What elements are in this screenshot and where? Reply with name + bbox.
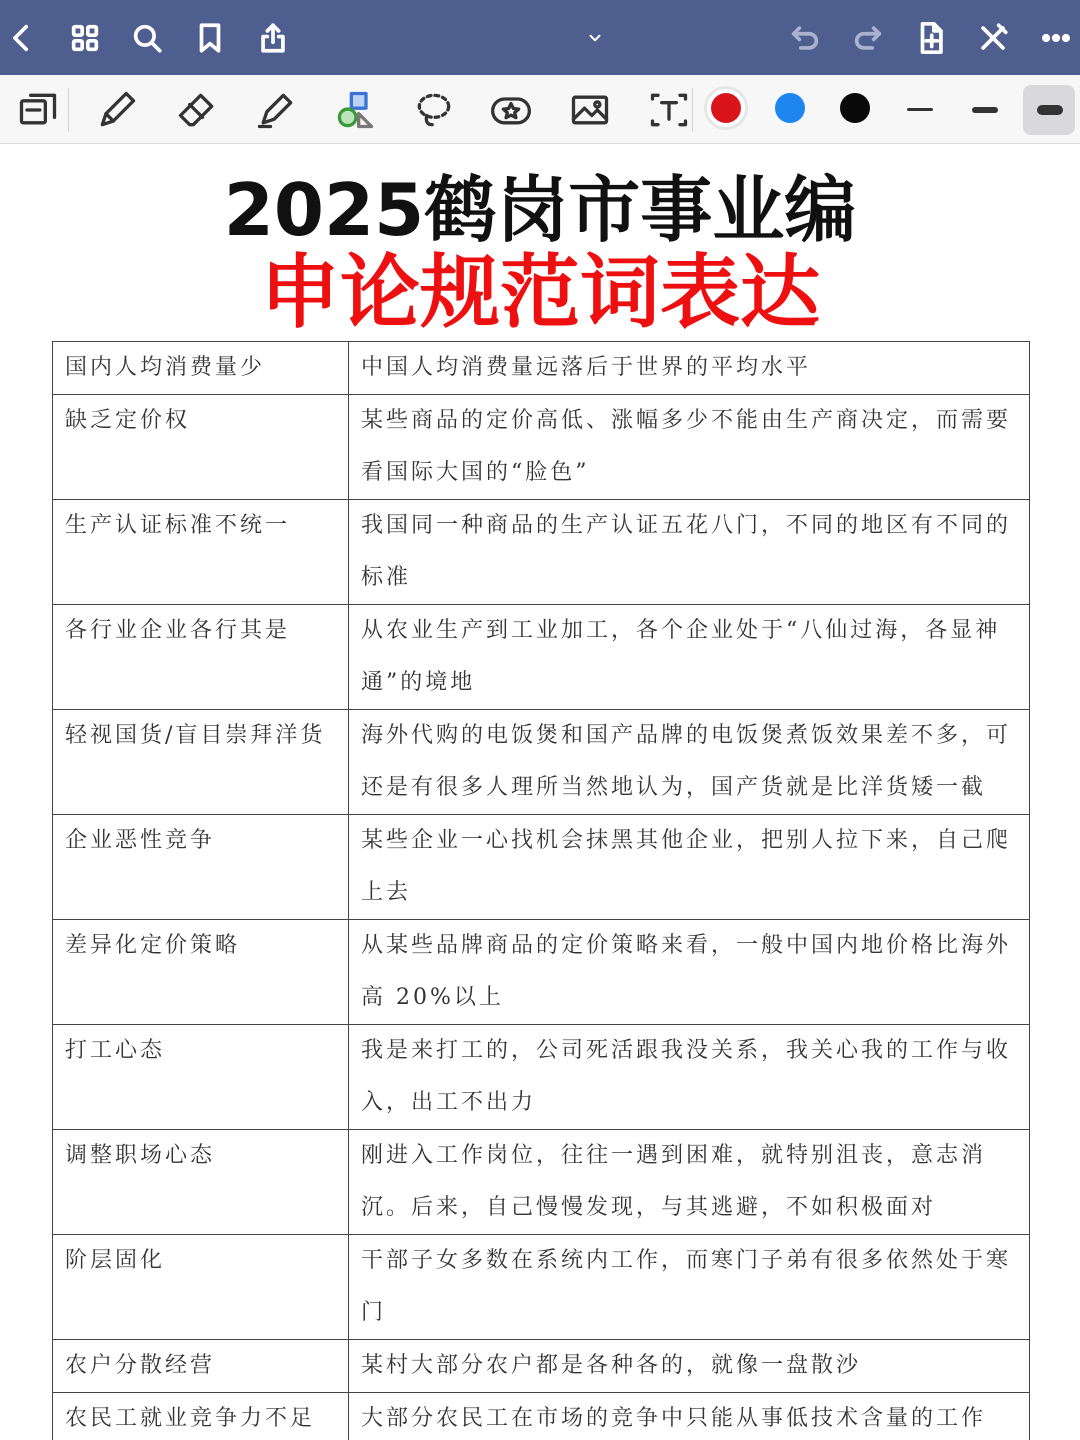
document-subtitle: 申论规范词表达 — [260, 246, 820, 339]
term-cell: 生产认证标准不统一 — [53, 500, 349, 605]
redo-icon[interactable] — [848, 18, 888, 58]
shapes-icon[interactable] — [330, 85, 380, 135]
table-row — [53, 920, 1030, 1025]
expression-cell: 我国同一种商品的生产认证五花八门，不同的地区有不同的标准 — [349, 500, 1030, 605]
table-row — [53, 1393, 1030, 1440]
term-cell: 国内人均消费量少 — [53, 342, 349, 395]
share-icon[interactable] — [253, 18, 293, 58]
grid-icon[interactable] — [65, 18, 105, 58]
toolbar-divider — [692, 88, 693, 132]
term-cell: 阶层固化 — [53, 1235, 349, 1340]
expression-cell: 干部子女多数在系统内工作，而寒门子弟有很多依然处于寒门 — [349, 1235, 1030, 1340]
page-view-icon[interactable] — [13, 85, 63, 135]
line-width-thick[interactable] — [1037, 105, 1063, 115]
sticker-icon[interactable] — [486, 85, 536, 135]
text-box-icon[interactable] — [644, 85, 694, 135]
term-cell: 差异化定价策略 — [53, 920, 349, 1025]
term-cell: 调整职场心态 — [53, 1130, 349, 1235]
undo-icon[interactable] — [785, 18, 825, 58]
term-cell: 农民工就业竞争力不足 — [53, 1393, 349, 1440]
color-swatch-selected[interactable] — [704, 86, 748, 130]
top-nav-bar — [0, 0, 1080, 75]
color-blue-swatch[interactable] — [775, 93, 805, 123]
term-cell: 轻视国货/盲目崇拜洋货 — [53, 710, 349, 815]
terms-table — [52, 341, 1030, 1440]
document-title: 2025鹤岗市事业编 — [223, 168, 857, 252]
table-row — [53, 1025, 1030, 1130]
table-row — [53, 1235, 1030, 1340]
more-icon[interactable] — [1036, 18, 1076, 58]
highlighter-icon[interactable] — [251, 85, 301, 135]
expression-cell: 我是来打工的，公司死活跟我没关系，我关心我的工作与收入，出工不出力 — [349, 1025, 1030, 1130]
term-cell: 农户分散经营 — [53, 1340, 349, 1393]
table-row — [53, 1340, 1030, 1393]
expression-cell: 中国人均消费量远落后于世界的平均水平 — [349, 342, 1030, 395]
expression-cell: 某些企业一心找机会抹黑其他企业，把别人拉下来，自己爬上去 — [349, 815, 1030, 920]
table-row — [53, 605, 1030, 710]
term-cell: 各行业企业各行其是 — [53, 605, 349, 710]
search-icon[interactable] — [127, 18, 167, 58]
back-icon[interactable] — [2, 18, 42, 58]
term-cell: 缺乏定价权 — [53, 395, 349, 500]
table-row — [53, 815, 1030, 920]
expression-cell: 某村大部分农户都是各种各的，就像一盘散沙 — [349, 1340, 1030, 1393]
add-page-icon[interactable] — [911, 18, 951, 58]
table-row — [53, 710, 1030, 815]
toolbar-divider — [68, 88, 69, 132]
pen-icon[interactable] — [92, 85, 142, 135]
expression-cell: 某些商品的定价高低、涨幅多少不能由生产商决定，而需要看国际大国的“脸色” — [349, 395, 1030, 500]
lasso-icon[interactable] — [409, 85, 459, 135]
expression-cell: 从某些品牌商品的定价策略来看，一般中国内地价格比海外高 20%以上 — [349, 920, 1030, 1025]
eraser-icon[interactable] — [172, 85, 222, 135]
expression-cell: 大部分农民工在市场的竞争中只能从事低技术含量的工作 — [349, 1393, 1030, 1440]
close-edit-icon[interactable] — [973, 18, 1013, 58]
table-row — [53, 1130, 1030, 1235]
term-cell: 打工心态 — [53, 1025, 349, 1130]
expression-cell: 海外代购的电饭煲和国产品牌的电饭煲煮饭效果差不多，可还是有很多人理所当然地认为，国产货就是比洋货矮一截 — [349, 710, 1030, 815]
term-cell: 企业恶性竞争 — [53, 815, 349, 920]
table-row — [53, 500, 1030, 605]
line-width-thin[interactable] — [907, 108, 933, 111]
table-row — [53, 342, 1030, 395]
expression-cell: 从农业生产到工业加工，各个企业处于“八仙过海，各显神通”的境地 — [349, 605, 1030, 710]
image-icon[interactable] — [565, 85, 615, 135]
line-width-medium[interactable] — [972, 107, 998, 113]
color-red-swatch — [711, 93, 741, 123]
chevron-down-icon[interactable] — [575, 18, 615, 58]
expression-cell: 刚进入工作岗位，往往一遇到困难，就特别沮丧，意志消沉。后来，自己慢慢发现，与其逃避，不如积极面对 — [349, 1130, 1030, 1235]
color-black-swatch[interactable] — [840, 93, 870, 123]
table-row — [53, 395, 1030, 500]
bookmark-icon[interactable] — [190, 18, 230, 58]
